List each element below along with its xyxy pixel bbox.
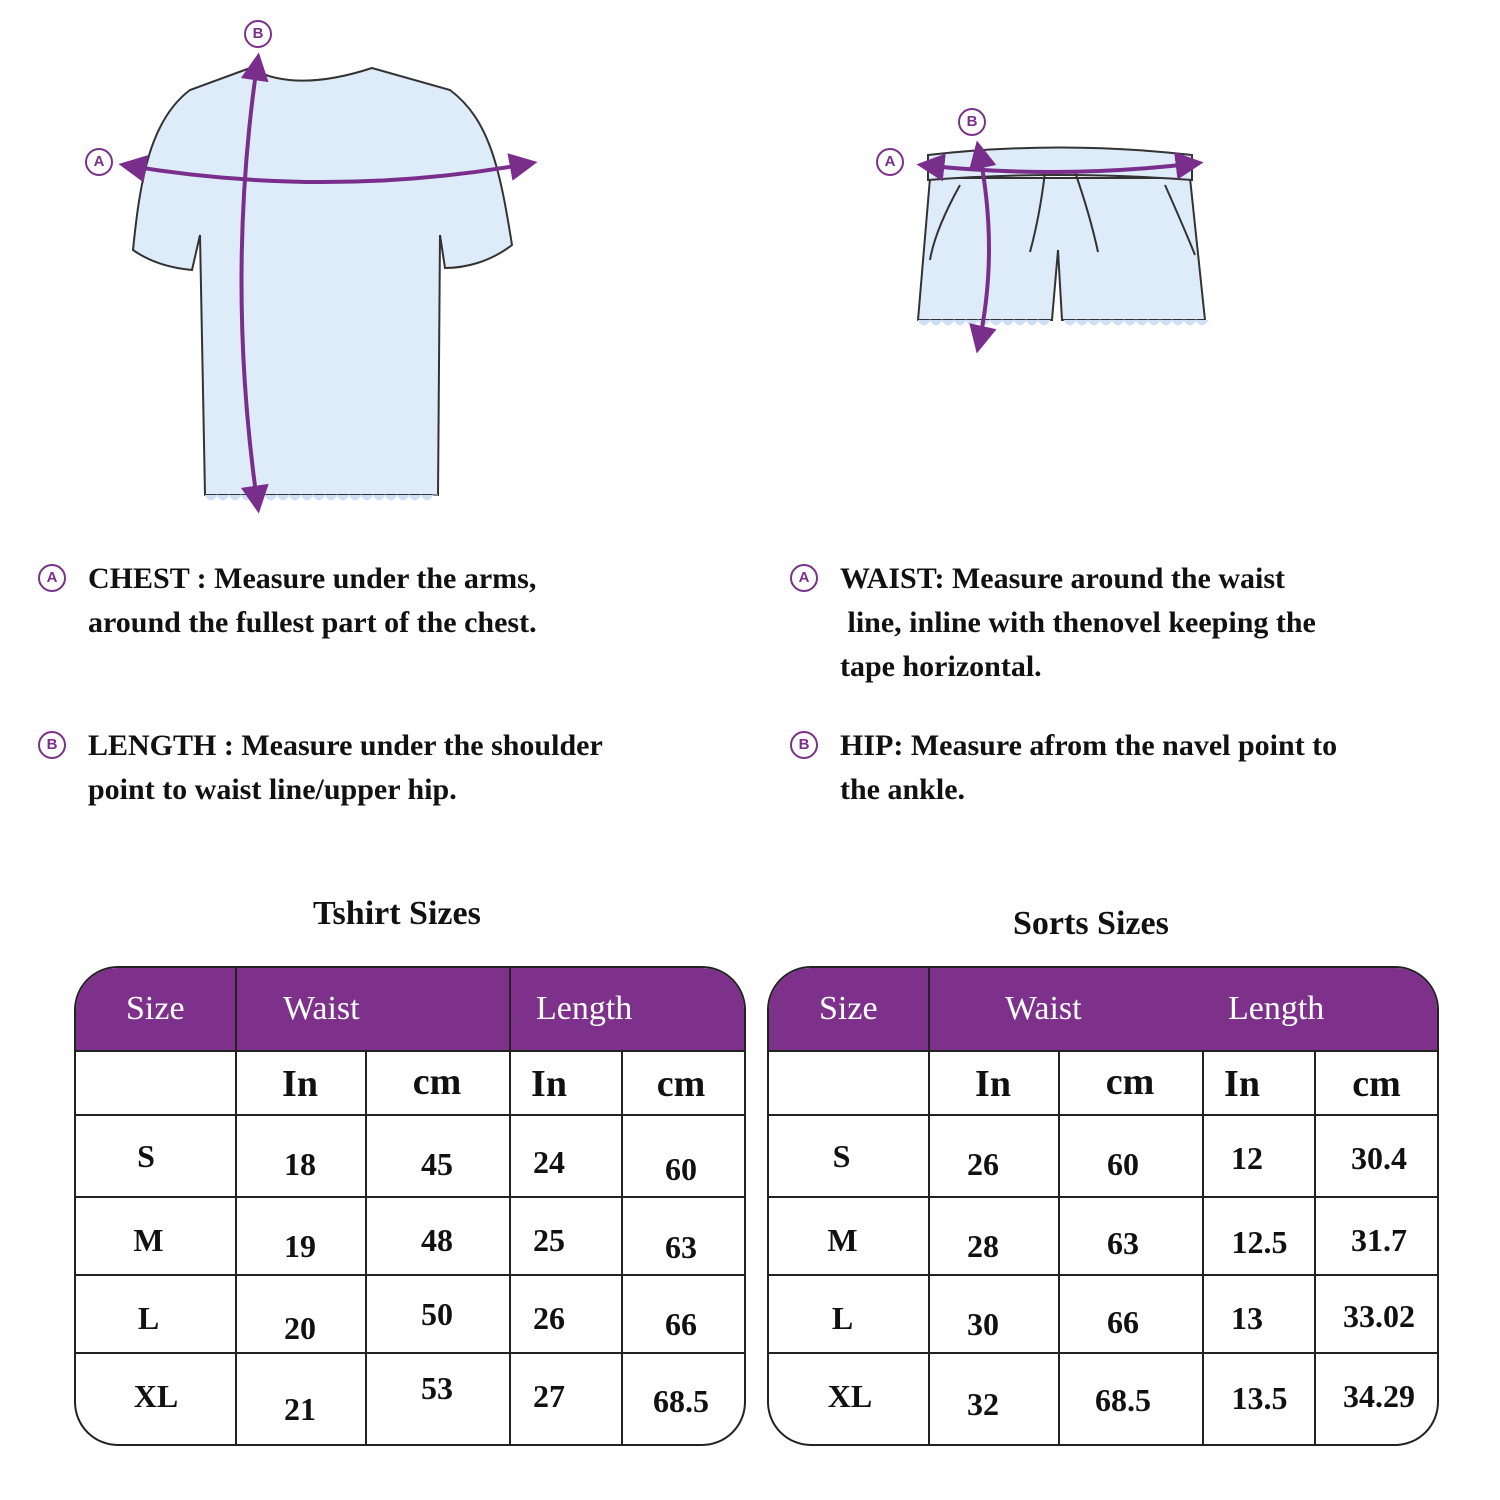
hip-description (798, 724, 1480, 812)
subheader-length-cm: cm (1352, 1063, 1401, 1105)
tshirt-row-xl-size: XL (133, 1378, 179, 1414)
shorts-row-s-length-cm: 30.4 (1351, 1140, 1407, 1176)
shorts-size-table (767, 966, 1439, 1446)
shorts-waistband (928, 148, 1192, 181)
subheader-waist-cm: cm (412, 1061, 462, 1103)
shorts-body (918, 178, 1205, 320)
tshirt-hem-wave (205, 495, 438, 500)
shorts-row-s-waist-cm: 60 (1107, 1146, 1139, 1182)
subheader-length-cm: cm (656, 1063, 706, 1105)
subheader-waist-in: In (282, 1063, 318, 1105)
tshirt-row-xl-length-cm: 68.5 (653, 1383, 709, 1419)
tshirt-body (133, 68, 512, 495)
chest-line-1: CHEST : Measure under the arms, (88, 562, 537, 595)
shorts-row-xl-waist-cm: 68.5 (1095, 1382, 1151, 1418)
marker-a-icon: A (790, 564, 818, 592)
shorts-row-m-length-cm: 31.7 (1351, 1222, 1407, 1258)
shorts-row-s-size: S (832, 1138, 851, 1174)
header-size: Size (126, 990, 185, 1027)
shorts-row-s-waist-in: 26 (967, 1146, 999, 1182)
tshirt-row-s-waist-cm: 45 (421, 1146, 453, 1182)
shorts-table-title: Sorts Sizes (1013, 905, 1169, 942)
table-header (769, 968, 1437, 1052)
subheader-waist-cm: cm (1105, 1061, 1155, 1103)
marker-a-shorts: A (876, 148, 904, 176)
header-length: Length (1228, 990, 1325, 1027)
hip-line-1: HIP: Measure afrom the navel point to (840, 729, 1338, 762)
shorts-row-l-waist-cm: 66 (1107, 1304, 1139, 1340)
tshirt-row-l-waist-in: 20 (284, 1310, 316, 1346)
shorts-row-s-length-in: 12 (1231, 1140, 1263, 1176)
subheader-length-in: In (1224, 1063, 1260, 1105)
tshirt-row-m-length-in: 25 (533, 1222, 565, 1258)
shorts-row-xl-length-in: 13.5 (1231, 1380, 1288, 1416)
marker-a-tshirt: A (85, 148, 113, 176)
shorts-row-m-size: M (827, 1222, 858, 1258)
header-length: Length (536, 990, 633, 1027)
waist-line-2: line, inline with thenovel keeping the (840, 606, 1316, 639)
tshirt-row-m-waist-in: 19 (284, 1228, 316, 1264)
header-waist: Waist (283, 990, 360, 1027)
tshirt-row-s-waist-in: 18 (284, 1146, 316, 1182)
chest-description (46, 557, 768, 645)
table-header (76, 968, 744, 1052)
tshirt-row-l-size: L (137, 1300, 160, 1336)
waist-line-1: WAIST: Measure around the waist (840, 562, 1286, 595)
tshirt-row-xl-waist-in: 21 (284, 1391, 316, 1427)
shorts-row-m-waist-cm: 63 (1107, 1225, 1139, 1261)
tshirt-illustration (60, 10, 560, 530)
marker-b-tshirt: B (244, 20, 272, 48)
tshirt-row-m-waist-cm: 48 (421, 1222, 453, 1258)
length-description (46, 724, 768, 812)
hip-line-2: the ankle. (840, 773, 966, 806)
marker-b-shorts: B (958, 108, 986, 136)
shorts-row-xl-length-cm: 34.29 (1343, 1378, 1415, 1414)
subheader-waist-in: In (975, 1063, 1011, 1105)
shorts-row-l-length-cm: 33.02 (1343, 1298, 1415, 1334)
subheader-length-in: In (531, 1063, 567, 1105)
length-line-2: point to waist line/upper hip. (88, 773, 457, 806)
tshirt-row-m-size: M (133, 1222, 164, 1258)
shorts-row-m-length-in: 12.5 (1231, 1224, 1288, 1260)
shorts-row-l-size: L (831, 1300, 854, 1336)
tshirt-row-xl-length-in: 27 (533, 1378, 565, 1414)
waist-description (798, 557, 1480, 689)
shorts-illustration (900, 120, 1220, 360)
tshirt-row-s-length-in: 24 (533, 1144, 565, 1180)
marker-b-icon: B (790, 731, 818, 759)
chest-line-2: around the fullest part of the chest. (88, 606, 537, 639)
tshirt-row-s-size: S (137, 1138, 155, 1174)
tshirt-table-title: Tshirt Sizes (313, 895, 481, 932)
waist-line-3: tape horizontal. (840, 650, 1042, 683)
shorts-row-l-waist-in: 30 (967, 1306, 999, 1342)
tshirt-row-l-waist-cm: 50 (421, 1296, 453, 1332)
tshirt-row-s-length-cm: 60 (665, 1151, 697, 1187)
shorts-row-xl-size: XL (827, 1378, 873, 1414)
length-line-1: LENGTH : Measure under the shoulder (88, 729, 603, 762)
shorts-row-xl-waist-in: 32 (967, 1386, 999, 1422)
tshirt-row-l-length-in: 26 (533, 1300, 565, 1336)
tshirt-size-table (74, 966, 746, 1446)
shorts-row-m-waist-in: 28 (967, 1228, 999, 1264)
tshirt-row-m-length-cm: 63 (665, 1229, 697, 1265)
marker-a-icon: A (38, 564, 66, 592)
marker-b-icon: B (38, 731, 66, 759)
header-waist: Waist (1005, 990, 1082, 1027)
header-size: Size (819, 990, 878, 1027)
shorts-row-l-length-in: 13 (1231, 1300, 1263, 1336)
tshirt-row-l-length-cm: 66 (665, 1306, 697, 1342)
tshirt-row-xl-waist-cm: 53 (421, 1370, 453, 1406)
